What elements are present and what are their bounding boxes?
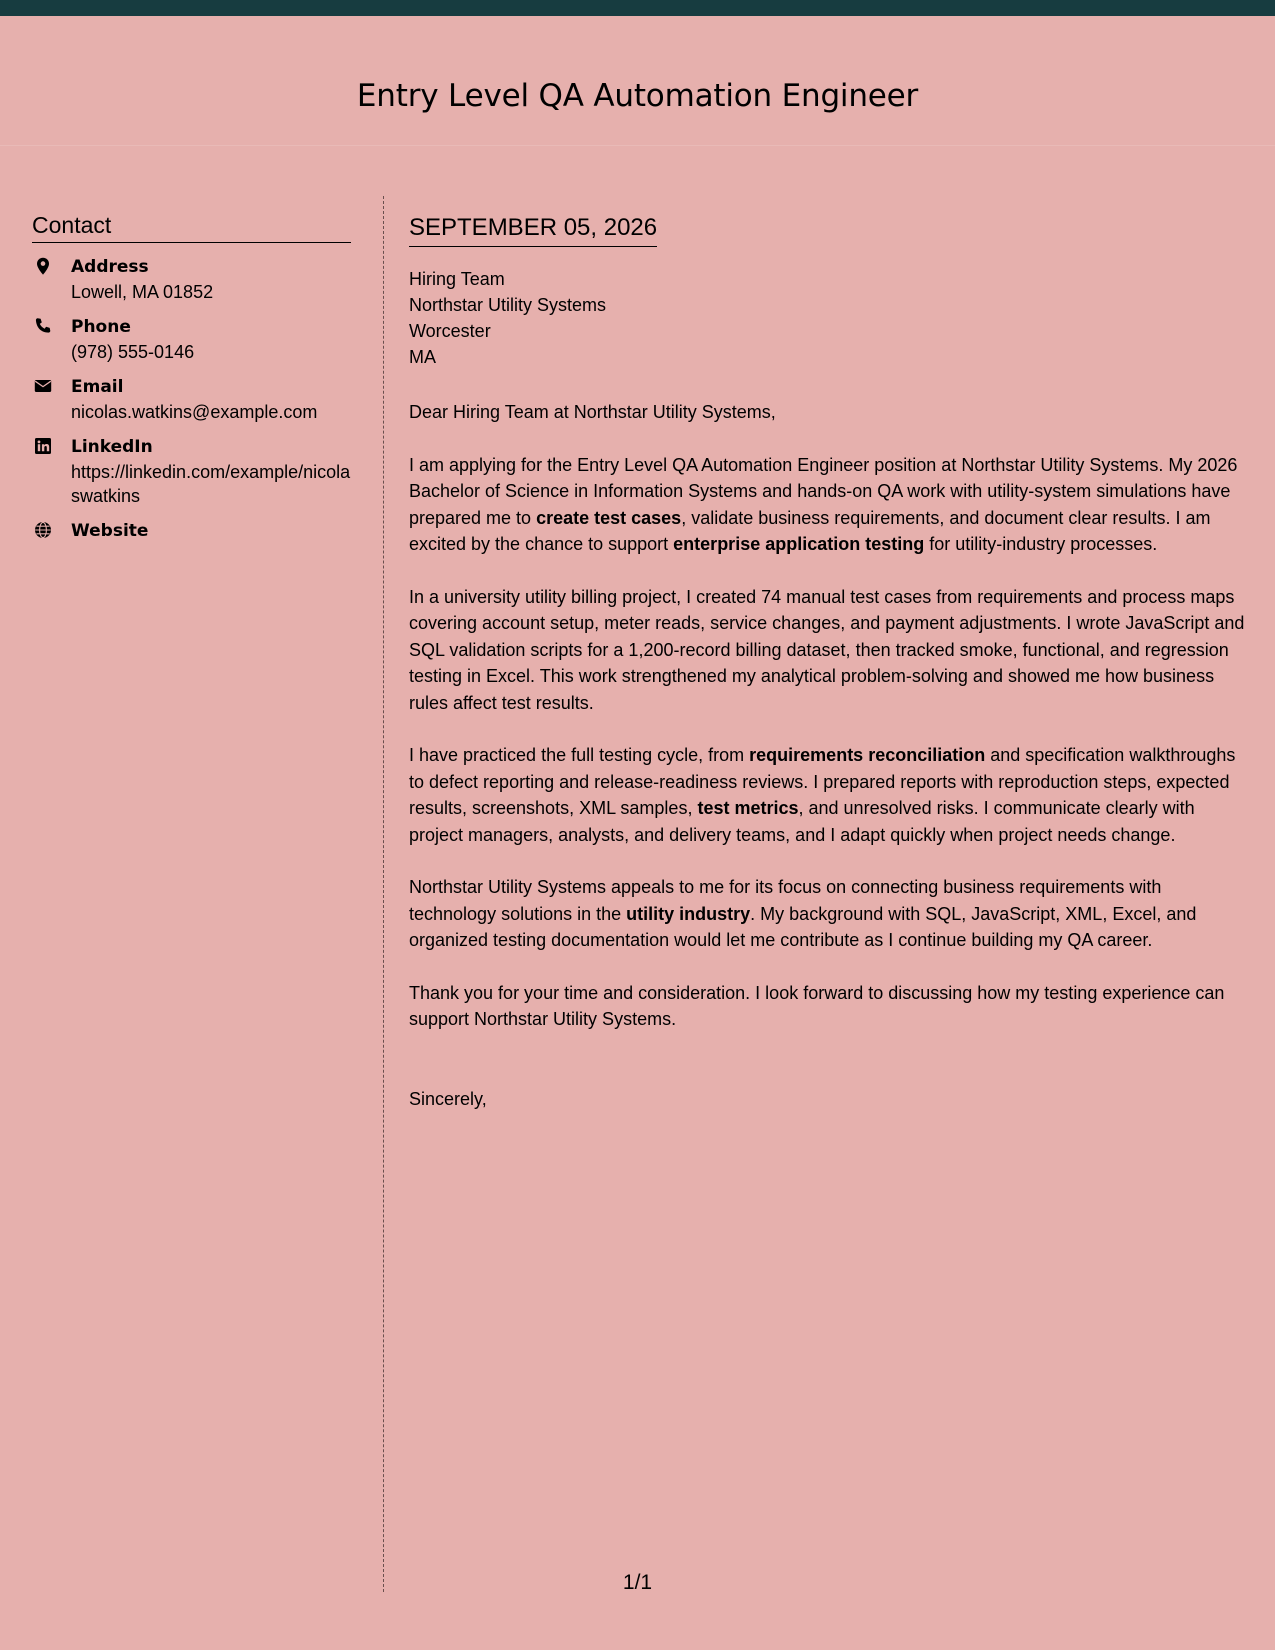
contact-label-linkedin: LinkedIn: [71, 437, 153, 457]
contact-list: [32, 255, 351, 544]
contact-sidebar: [32, 210, 351, 555]
recipient-line: Worcester: [409, 321, 491, 341]
column-divider: [383, 196, 384, 1592]
letter-paragraph: [409, 742, 1251, 848]
letter-paragraph: [409, 452, 1251, 558]
salutation: Dear Hiring Team at Northstar Utility Systems,: [409, 402, 776, 422]
paragraph-text: Northstar Utility Systems appeals to me for its focus on connecting business requirements with technology solutions in the: [409, 877, 1162, 924]
contact-item-address: [32, 255, 351, 304]
contact-label-address: Address: [71, 257, 149, 277]
contact-item-linkedin: [32, 435, 351, 508]
emphasis-text: enterprise application testing: [673, 534, 925, 554]
linkedin-icon: [34, 437, 52, 455]
emphasis-text: utility industry: [626, 903, 751, 924]
contact-item-phone: [32, 315, 351, 364]
envelope-icon: [34, 377, 52, 395]
contact-label-phone: Phone: [71, 317, 131, 337]
contact-item-email: [32, 375, 351, 424]
contact-value-phone: (978) 555-0146: [71, 342, 195, 362]
contact-item-website: [32, 519, 351, 544]
recipient-line: MA: [409, 347, 436, 367]
emphasis-text: test metrics: [697, 798, 799, 818]
paragraph-text: . My background with SQL, JavaScript, XML, Excel, and organized testing documentation would let me contribute as I continue building my QA career.: [409, 903, 1197, 950]
cover-letter: [409, 211, 1251, 1138]
letter-paragraphs: [409, 452, 1251, 1033]
letter-paragraph: [409, 874, 1251, 954]
page-title: Entry Level QA Automation Engineer: [356, 78, 919, 114]
paragraph-text: for utility-industry processes.: [924, 534, 1158, 554]
contact-label-website: Website: [71, 521, 149, 541]
paragraph-text: In a university utility billing project, I created 74 manual test cases from requirements and process maps covering account setup, meter reads, service changes, and payment adjustments. I wrote JavaScript and SQL validation scripts for a 1,200-record billing dataset, then tracked smoke, functional, and regression testing in Excel. This work strengthened my analytical problem-solving and showed me how business rules affect test results.: [409, 586, 1245, 713]
contact-value-address: Lowell, MA 01852: [71, 282, 214, 302]
closing: Sincerely,: [409, 1088, 487, 1109]
emphasis-text: create test cases: [536, 507, 682, 528]
email-link[interactable]: nicolas.watkins@example.com: [71, 402, 318, 422]
paragraph-text: I am applying for the Entry Level QA Automation Engineer position at Northstar Utility Systems. My 2026 Bachelor of Science in Information Systems and hands-on QA work with utility-system simulations have prepared me to: [409, 454, 1238, 528]
letter-paragraph: [409, 980, 1251, 1033]
recipient-line: Hiring Team: [409, 269, 505, 289]
paragraph-text: Thank you for your time and consideration. I look forward to discussing how my testing experience can support Northstar Utility Systems.: [409, 982, 1225, 1029]
page-number: 1/1: [622, 1571, 653, 1594]
letter-date: SEPTEMBER 05, 2026: [409, 211, 657, 247]
emphasis-text: requirements reconciliation: [749, 745, 986, 765]
recipient-line: Northstar Utility Systems: [409, 295, 607, 315]
paragraph-text: and specification walkthroughs to defect reporting and release-readiness reviews. I prepared reports with reproduction steps, expected results, screenshots, XML samples,: [409, 745, 1236, 818]
paragraph-text: , and unresolved risks. I communicate clearly with project managers, analysts, and delivery teams, and I adapt quickly when project needs change.: [409, 798, 1195, 845]
contact-heading: Contact: [32, 210, 351, 243]
phone-icon: [34, 317, 52, 335]
recipient-block: [409, 266, 1251, 370]
letter-body: [409, 399, 1251, 1112]
paragraph-text: , validate business requirements, and document clear results. I am excited by the chance to support: [409, 507, 1211, 554]
map-marker-icon: [34, 257, 52, 275]
linkedin-link[interactable]: https://linkedin.com/example/nicolaswatkins: [71, 462, 351, 506]
contact-label-email: Email: [71, 377, 124, 397]
letter-paragraph: [409, 584, 1251, 717]
paragraph-text: I have practiced the full testing cycle, from: [409, 745, 750, 765]
globe-icon: [34, 521, 52, 539]
top-accent-bar: [0, 0, 1275, 16]
